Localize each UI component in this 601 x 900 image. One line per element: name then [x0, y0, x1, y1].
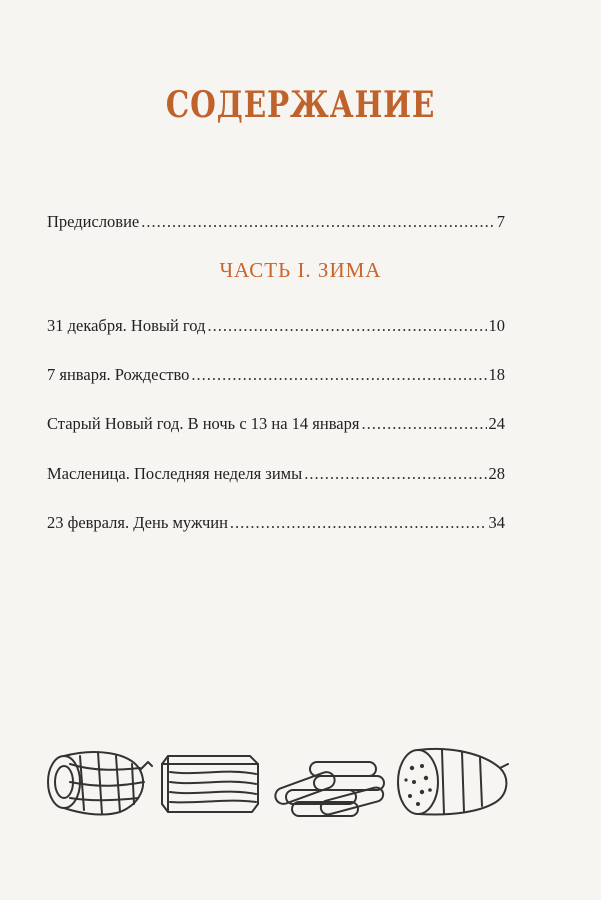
toc-entry-preface[interactable] — [47, 212, 505, 232]
toc-entry-page: 10 — [488, 316, 505, 335]
dot-leader — [207, 316, 486, 336]
sausages-icon — [273, 762, 385, 816]
dot-leader — [361, 414, 486, 434]
toc-entry-title: Старый Новый год. В ночь с 13 на 14 января — [47, 414, 360, 433]
dot-leader — [304, 464, 486, 484]
toc-entry[interactable] — [47, 316, 505, 336]
dot-leader — [230, 513, 487, 533]
toc-entry-page: 24 — [488, 414, 505, 433]
dot-leader — [141, 212, 495, 232]
toc-entry-page: 28 — [488, 464, 505, 483]
food-illustrations — [40, 742, 520, 822]
toc-entry[interactable] — [47, 414, 505, 434]
toc-entry-title: 31 декабря. Новый год — [47, 316, 206, 335]
ham-roll-icon — [48, 752, 152, 815]
toc-entry-page: 34 — [488, 513, 505, 532]
toc-entry-title: 7 января. Рождество — [47, 365, 190, 384]
toc-entry-page: 7 — [496, 212, 505, 231]
toc-entry-page: 18 — [488, 365, 505, 384]
dot-leader — [191, 365, 486, 385]
toc-entry-title: Предисловие — [47, 212, 140, 231]
bacon-slab-icon — [162, 756, 258, 812]
toc-entry[interactable] — [47, 365, 505, 385]
toc-entry[interactable] — [47, 464, 505, 484]
section-heading: ЧАСТЬ I. ЗИМА — [219, 258, 382, 282]
page-title: СОДЕРЖАНИЕ — [165, 84, 436, 126]
toc-entry[interactable] — [47, 513, 505, 533]
toc-entry-title: 23 февраля. День мужчин — [47, 513, 228, 532]
toc-entry-title: Масленица. Последняя неделя зимы — [47, 464, 303, 483]
